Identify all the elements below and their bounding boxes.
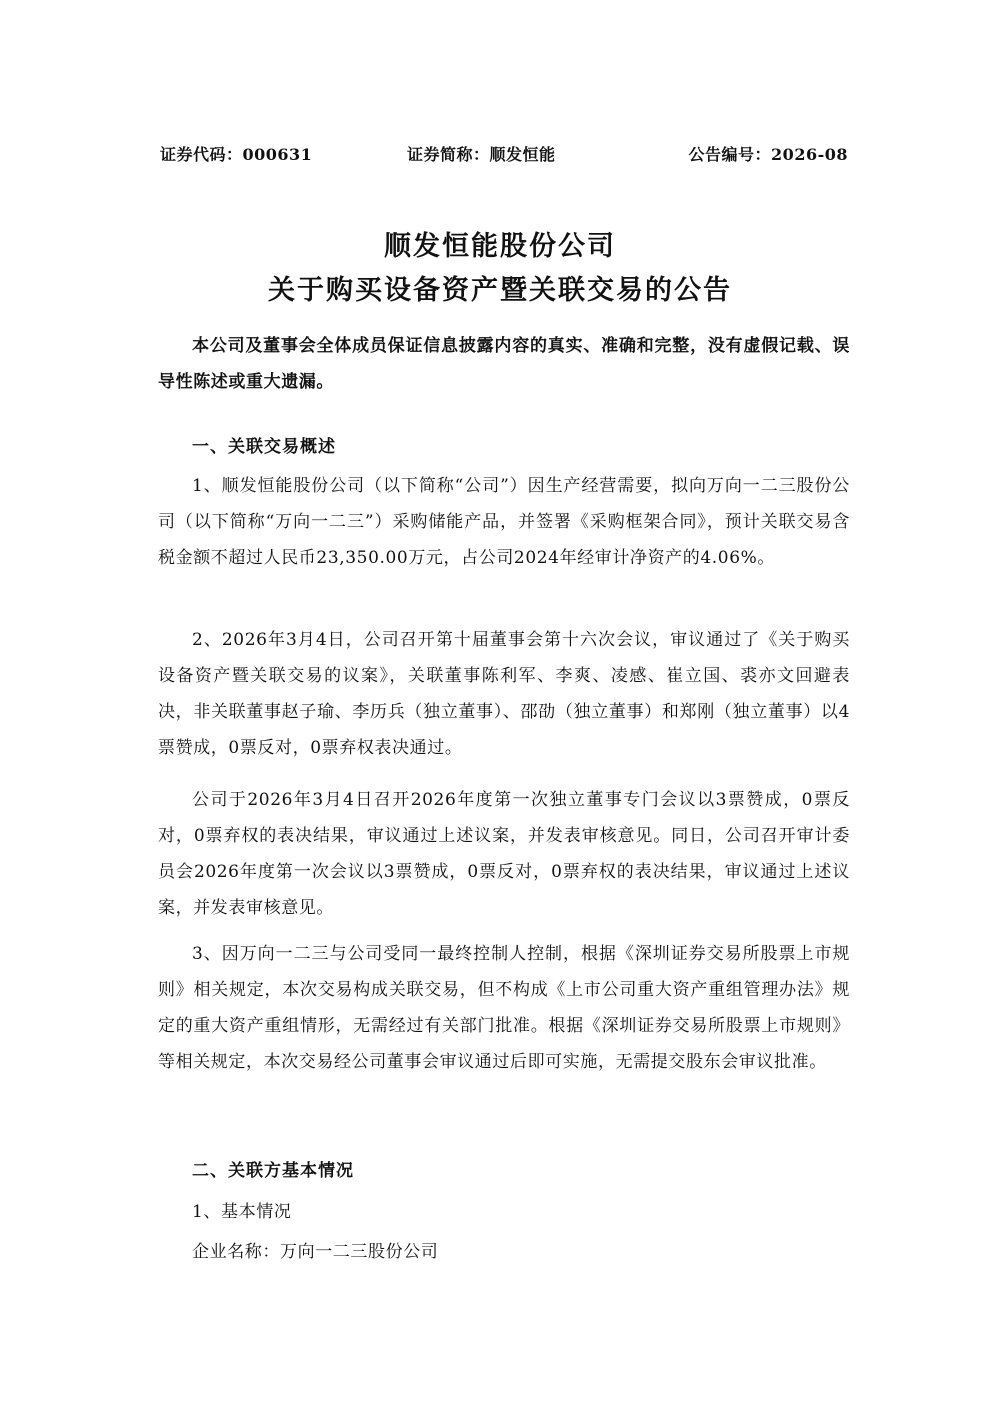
section-heading-overview: 一、关联交易概述 xyxy=(192,437,336,457)
overview-paragraph-1: 1、顺发恒能股份公司（以下简称“公司”）因生产经营需要，拟向万向一二三股份公司（以下简称“万向一二三”）采购储能产品，并签署《采购框架合同》，预计关联交易含税金额不超过人民币23,350.00万元，占公司2024年经审计净资产的4.06%。 xyxy=(158,476,850,568)
announcement-number: 公告编号：2026-08 xyxy=(688,145,848,164)
security-abbreviation: 证券简称：顺发恒能 xyxy=(407,145,556,164)
security-code: 证券代码：000631 xyxy=(160,145,313,164)
announcement-header xyxy=(160,142,848,168)
sub-heading-basic-info: 1、基本情况 xyxy=(192,1202,292,1222)
overview-paragraph-2: 2、2026年3月4日，公司召开第十届董事会第十六次会议，审议通过了《关于购买设备资产暨关联交易的议案》，关联董事陈利军、李爽、凌感、崔立国、裘亦文回避表决，非关联董事赵子瑜、李历兵（独立董事）、邵劭（独立董事）和郑刚（独立董事）以4票赞成，0票反对，0票弃权表决通过。 xyxy=(158,630,850,758)
disclaimer-paragraph: 本公司及董事会全体成员保证信息披露内容的真实、准确和完整，没有虚假记载、误导性陈述或重大遗漏。 xyxy=(158,336,850,392)
announcement-title: 关于购买设备资产暨关联交易的公告 xyxy=(268,275,732,306)
company-title: 顺发恒能股份公司 xyxy=(384,231,616,262)
overview-paragraph-3: 公司于2026年3月4日召开2026年度第一次独立董事专门会议以3票赞成，0票反对，0票弃权的表决结果，审议通过上述议案，并发表审核意见。同日，公司召开审计委员会2026年度第一次会议以3票赞成，0票反对，0票弃权的表决结果，审议通过上述议案，并发表审核意见。 xyxy=(158,790,850,918)
overview-paragraph-4: 3、因万向一二三与公司受同一最终控制人控制，根据《深圳证券交易所股票上市规则》相关规定，本次交易构成关联交易，但不构成《上市公司重大资产重组管理办法》规定的重大资产重组情形，无需经过有关部门批准。根据《深圳证券交易所股票上市规则》等相关规定，本次交易经公司董事会审议通过后即可实施，无需提交股东会审议批准。 xyxy=(158,944,850,1072)
company-name-line: 企业名称：万向一二三股份公司 xyxy=(192,1242,439,1262)
section-heading-related-party: 二、关联方基本情况 xyxy=(192,1161,354,1181)
